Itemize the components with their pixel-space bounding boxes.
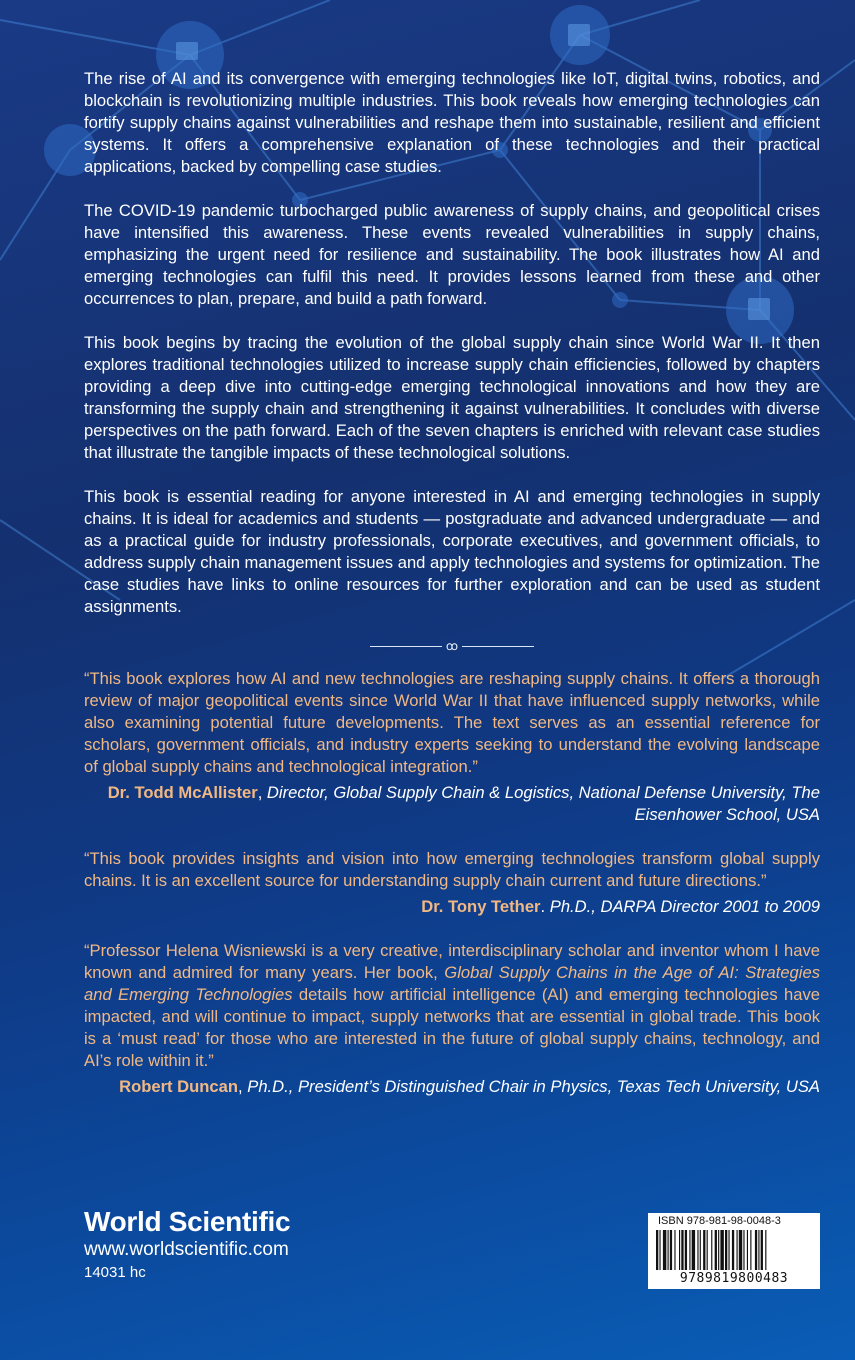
divider-ornament: ꝏ [445, 639, 459, 653]
barcode-bar [679, 1230, 680, 1270]
barcode-bar [737, 1230, 738, 1270]
endorser-name-2: Dr. Tony Tether [421, 897, 541, 916]
barcode-bar [674, 1230, 675, 1270]
barcode-bar [732, 1230, 734, 1270]
blurb-paragraph-1: The rise of AI and its convergence with emerging technologies like IoT, digital twins, robotics, and blockchain is revolutionizing multiple industries. This book reveals how emerging technologies can fortify supply chains against vulnerabilities and reshape them into sustainable, resilient and efficient systems. It offers a comprehensive explanation of these technologies and their practical applications, backed by compelling case studies. [84, 69, 820, 176]
blurb-paragraph-3: This book begins by tracing the evolution of the global supply chain since World War II. It then explores traditional technologies utilized to increase supply chain efficiencies, followed by chapters providing a deep dive into cutting-edge emerging technological innovations and how they are transforming the supply chain and strengthening it against vulnerabilities. It concludes with diverse perspectives on the path forward. Each of the seven chapters is enriched with relevant case studies that illustrate the tangible impacts of these technological solutions. [84, 333, 820, 462]
barcode-bar [707, 1230, 708, 1270]
barcode-bar [681, 1230, 683, 1270]
endorsement-attribution-3 [84, 1076, 820, 1098]
quote-3-text-after: details how artificial intelligence (AI) and emerging technologies have impacted, and will continue to impact, supply networks that are essential in global trade. This book is a ‘must read’ for those who are interested in the future of global supply chains, technology, and AI’s role within it.” [84, 985, 820, 1070]
blurb-paragraph-4: This book is essential reading for anyone interested in AI and emerging technologies in supply chains. It is ideal for academics and students — postgraduate and advanced undergraduate — and as a practical guide for industry professionals, corporate executives, and government officials, to address supply chain management issues and apply technologies and systems for optimization. The case studies have links to online resources for further exploration and can be used as student assignments. [84, 487, 820, 616]
barcode-bar [656, 1230, 658, 1270]
barcode-bars [654, 1230, 814, 1274]
barcode-bar [728, 1230, 729, 1270]
publisher-name: World Scientific [84, 1206, 291, 1237]
attribution-separator-3: , [238, 1077, 248, 1096]
divider-line-left [370, 646, 442, 647]
blurb-paragraph-2: The COVID-19 pandemic turbocharged public awareness of supply chains, and geopolitical crises have intensified this awareness. These events revealed vulnerabilities in supply chains, emphasizing the urgent need for resilience and sustainability. The book illustrates how AI and emerging technologies can fulfil this need. It provides lessons learned from these and other occurrences to plan, prepare, and build a path forward. [84, 201, 820, 308]
endorser-title-2: Ph.D., DARPA Director 2001 to 2009 [549, 897, 820, 916]
endorsement-quote-1: “This book explores how AI and new technologies are reshaping supply chains. It offers a thorough review of major geopolitical events since World War II that have influenced supply networks, while also examining potential future developments. The text serves as an essential reference for scholars, government officials, and industry experts seeking to understand the evolving landscape of global supply chains and technological integration.” [84, 669, 820, 776]
endorser-title-3: Ph.D., President’s Distinguished Chair in Physics, Texas Tech University, USA [247, 1077, 820, 1096]
barcode-bar [670, 1230, 672, 1270]
barcode-bar [750, 1230, 751, 1270]
barcode-bar [715, 1230, 717, 1270]
barcode-bar [668, 1230, 669, 1270]
quote-3-text-before: “Professor Helena Wisniewski is a very creative, interdisciplinary scholar and inventor whom I have known and admired for many years. Her book, [84, 941, 820, 982]
isbn-label: ISBN 978-981-98-0048-3 [658, 1215, 781, 1227]
barcode-bar [692, 1230, 695, 1270]
barcode-bar [663, 1230, 666, 1270]
attribution-separator-2: . [540, 897, 550, 916]
barcode-bar [711, 1230, 712, 1270]
publisher-block [84, 1206, 290, 1284]
barcode-bar [689, 1230, 690, 1270]
barcode-bar [725, 1230, 727, 1270]
barcode-bar [685, 1230, 687, 1270]
barcode-bar [703, 1230, 705, 1270]
barcode-number: 9789819800483 [679, 1271, 789, 1286]
endorser-name-1: Dr. Todd McAllister [107, 783, 258, 802]
attribution-separator-1: , [257, 783, 267, 802]
endorsement-quote-3 [84, 940, 820, 1072]
barcode-bar [697, 1230, 698, 1270]
barcode-bar [743, 1230, 744, 1270]
endorsement-quote-2: “This book provides insights and vision into how emerging technologies transform global supply chains. It is an excellent source for understanding supply chain current and future directions.” [84, 849, 820, 890]
endorser-title-1: Director, Global Supply Chain & Logistics, National Defense University, The Eisenhower School, USA [266, 783, 820, 824]
endorsement-attribution-1 [84, 782, 820, 826]
barcode-bar [718, 1230, 719, 1270]
barcode-bar [700, 1230, 701, 1270]
endorsement-attribution-2 [84, 896, 820, 918]
barcode-bar [765, 1230, 766, 1270]
isbn-barcode [648, 1213, 820, 1289]
barcode-bar [747, 1230, 748, 1270]
endorser-name-3: Robert Duncan [119, 1077, 239, 1096]
barcode-bar [758, 1230, 759, 1270]
quote-3-book-title: Global Supply Chains in the Age of AI: Strategies and Emerging Technologies [84, 963, 820, 1004]
barcode-bar [739, 1230, 742, 1270]
barcode-bar [659, 1230, 660, 1270]
barcode-bar [755, 1230, 757, 1270]
barcode-bar [720, 1230, 723, 1270]
section-divider [84, 640, 820, 652]
divider-line-right [462, 646, 534, 647]
product-code: 14031 hc [84, 1264, 146, 1281]
publisher-url: www.worldscientific.com [84, 1239, 289, 1260]
back-cover-content [84, 68, 820, 1120]
barcode-bar [761, 1230, 763, 1270]
